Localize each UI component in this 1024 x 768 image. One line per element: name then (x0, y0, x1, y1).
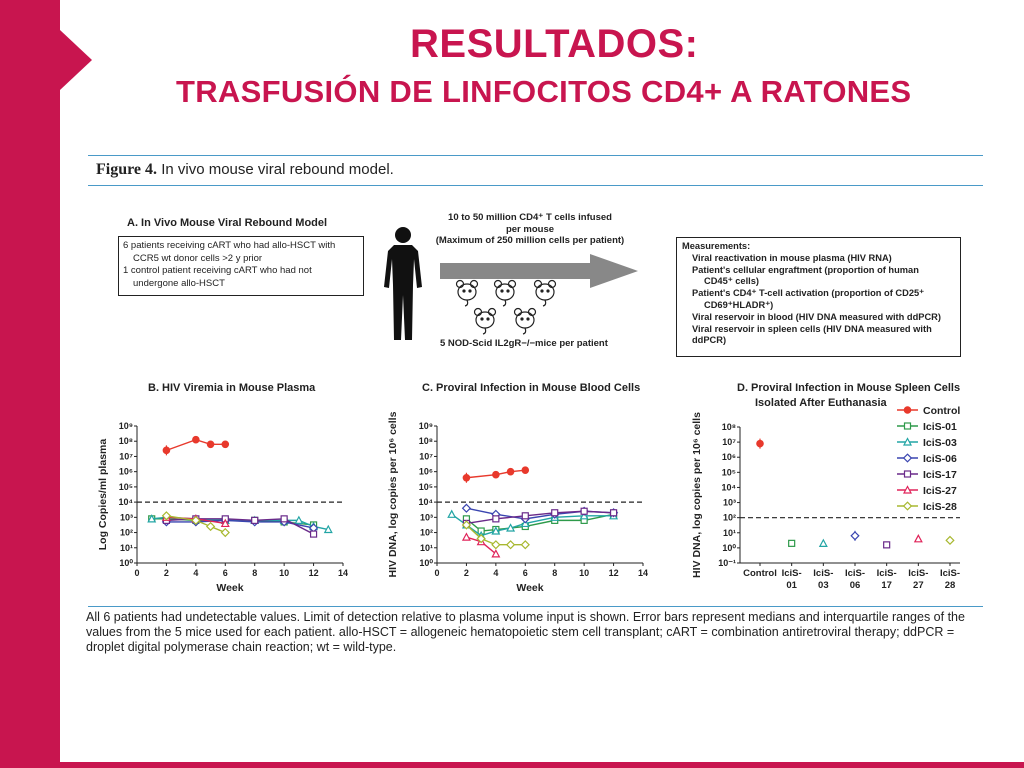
chart-c-point-Control (463, 474, 470, 481)
chart-b-y-tick-label: 10² (119, 527, 133, 538)
chart-c-point-IciS-17 (552, 510, 558, 516)
legend-marker-IciS-28 (904, 502, 912, 510)
chart-c-y-tick-label: 10⁵ (418, 481, 433, 492)
chart-c-point-IciS-17 (493, 516, 499, 522)
chart-d-y-tick-label: 10⁴ (721, 482, 736, 493)
chart-b-point-IciS-28 (221, 529, 229, 537)
chart-b-x-tick-label: 12 (308, 568, 319, 578)
legend-label-IciS-17: IciS-17 (923, 469, 957, 481)
chart-d-y-label: HIV DNA, log copies per 10⁶ cells (691, 412, 703, 578)
chart-d-x-tick-label: IciS- (876, 568, 897, 579)
measurement-1: Viral reactivation in mouse plasma (HIV RNA) (692, 252, 892, 263)
infusion-line-1: 10 to 50 million CD4⁺ T cells infused (448, 212, 612, 223)
legend-marker-IciS-01 (905, 423, 911, 429)
figure-caption: All 6 patients had undetectable values. Limit of detection relative to plasma volume input is shown. Error bars represent medians and interquartile ranges of the values from the 5 mice used for each patient. allo-HSCT = allogeneic hematopoietic stem cell transplant; cART = combination antiretroviral therapy; ddPCR = droplet digital polymerase chain reaction; wt = wild-type. (86, 610, 965, 654)
chart-d-point-IciS-27 (915, 535, 922, 542)
chart-c-x-tick-label: 2 (463, 568, 469, 578)
chart-c-point-IciS-17 (611, 510, 617, 516)
chart-c-point-IciS-27 (463, 534, 470, 541)
chart-c-y-tick-label: 10⁹ (418, 421, 433, 431)
chart-d-y-tick-label: 10³ (722, 497, 736, 508)
chart-d-x-tick-label: IciS- (781, 568, 802, 579)
chart-c-y-tick-label: 10⁷ (419, 451, 433, 462)
chart-c-point-IciS-28 (492, 541, 500, 549)
chart-b-point-IciS-17 (311, 531, 317, 537)
chart-c-point-IciS-17 (522, 513, 528, 519)
figure-title-text: In vivo mouse viral rebound model. (157, 161, 394, 178)
chart-b-x-tick-label: 8 (252, 568, 258, 578)
chart-c-point-Control (507, 468, 514, 475)
chart-d-point-Control (757, 440, 764, 447)
chart-c-point-Control (493, 471, 500, 478)
chart-b-x-label: Week (216, 582, 244, 594)
chart-c-point-Control (522, 467, 529, 474)
patients-line-1: 6 patients receiving cART who had allo-HSCT with (123, 240, 336, 251)
chart-b-y-tick-label: 10⁴ (118, 497, 133, 508)
chart-d-x-tick-label-2: 27 (913, 580, 924, 591)
chart-d-title: D. Proviral Infection in Mouse Spleen Cells (737, 382, 961, 394)
chart-d-y-tick-label: 10⁵ (721, 467, 736, 478)
chart-d-y-tick-label: 10⁶ (721, 452, 736, 463)
chart-b-y-tick-label: 10⁸ (118, 436, 133, 447)
chart-b-x-tick-label: 4 (193, 568, 199, 578)
chart-c-series-line-IciS-06 (466, 508, 613, 519)
chart-b-point-Control (193, 436, 200, 443)
infusion-line-3: (Maximum of 250 million cells per patient) (435, 235, 625, 246)
legend-marker-IciS-17 (905, 471, 911, 477)
chart-d-x-tick-label-2: 06 (849, 580, 861, 591)
measurement-2b: CD45⁺ cells) (704, 276, 760, 287)
panel-a-title: A. In Vivo Mouse Viral Rebound Model (127, 217, 328, 229)
chart-b-x-tick-label: 6 (222, 568, 228, 578)
chart-c-x-tick-label: 0 (434, 568, 440, 578)
chart-c-y-tick-label: 10⁴ (418, 497, 433, 508)
chart-b-y-tick-label: 10⁰ (119, 558, 133, 568)
mice-label: 5 NOD-Scid IL2gR−/−mice per patient (440, 338, 608, 349)
chart-c-y-label: HIV DNA, log copies per 10⁶ cells (387, 411, 399, 578)
chart-b-point-IciS-17 (281, 516, 287, 522)
slide-title: RESULTADOS: (410, 22, 699, 66)
chart-c-y-tick-label: 10⁸ (418, 436, 433, 447)
chart-c-point-IciS-28 (521, 541, 529, 549)
legend-marker-IciS-06 (904, 454, 912, 462)
chart-d-x-tick-label: IciS- (813, 568, 834, 579)
chart-b-y-label: Log Copies/ml plasma (97, 438, 109, 551)
chart-c-x-tick-label: 14 (637, 568, 649, 578)
chart-b-point-IciS-28 (207, 523, 215, 531)
chart-c-y-tick-label: 10¹ (419, 542, 433, 553)
chart-b-x-tick-label: 10 (279, 568, 290, 578)
chart-c-point-IciS-17 (581, 508, 587, 514)
legend-label-IciS-01: IciS-01 (923, 421, 957, 433)
chart-d-x-tick-label: IciS- (939, 568, 961, 579)
chart-d-point-IciS-28 (946, 537, 954, 545)
chart-b-point-IciS-17 (252, 517, 258, 523)
chart-c-x-tick-label: 10 (579, 568, 590, 578)
patients-line-2: CCR5 wt donor cells >2 y prior (133, 252, 263, 264)
chart-c-y-tick-label: 10⁰ (419, 558, 433, 568)
measurement-2a: Patient's cellular engraftment (proportion of human (692, 264, 919, 275)
chart-c-x-label: Week (516, 582, 544, 594)
chart-c-y-tick-label: 10⁶ (418, 466, 433, 477)
chart-b-y-tick-label: 10¹ (119, 542, 133, 553)
chart-b-y-tick-label: 10⁹ (118, 421, 133, 431)
slide-subtitle: TRASFUSIÓN DE LINFOCITOS CD4+ A RATONES (176, 74, 912, 109)
chart-b-point-Control (222, 441, 229, 448)
patients-line-4: undergone allo-HSCT (133, 277, 225, 289)
chart-d-y-tick-label: 10⁰ (722, 542, 736, 553)
chart-b-x-tick-label: 14 (337, 568, 349, 578)
chart-b-y-tick-label: 10⁵ (118, 481, 133, 492)
measurement-3b: CD69⁺HLADR⁺) (704, 299, 774, 310)
measurement-3a: Patient's CD4⁺ T-cell activation (proportion of CD25⁺ (692, 288, 925, 299)
chart-d-x-tick-label: Control (743, 568, 777, 579)
chart-d-point-IciS-03 (820, 540, 827, 547)
figure-label: Figure 4. (96, 161, 158, 178)
chart-d-y-tick-label: 10¹ (722, 527, 736, 538)
chart-d-y-tick-label: 10⁻¹ (718, 558, 736, 568)
legend-label-IciS-28: IciS-28 (923, 501, 957, 513)
chart-d-x-tick-label-2: 03 (818, 580, 829, 591)
chart-b-x-tick-label: 0 (134, 568, 140, 578)
measurements-heading: Measurements: (682, 241, 751, 251)
chart-c-point-IciS-28 (507, 541, 515, 549)
chart-d-x-tick-label: IciS- (844, 568, 866, 579)
patients-line-3: 1 control patient receiving cART who had not (123, 265, 312, 276)
chart-c-title: C. Proviral Infection in Mouse Blood Cells (422, 382, 641, 394)
legend-label-Control: Control (923, 405, 961, 417)
chart-b-y-tick-label: 10⁷ (119, 451, 133, 462)
chart-d-point-IciS-17 (884, 542, 890, 548)
chart-b-series-line-IciS-06 (166, 520, 313, 528)
legend-marker-Control (904, 407, 911, 414)
measurement-4: Viral reservoir in blood (HIV DNA measured with ddPCR) (692, 311, 941, 322)
chart-b-point-Control (163, 447, 170, 454)
chart-d-y-tick-label: 10⁷ (722, 437, 736, 448)
chart-d-point-IciS-06 (851, 532, 859, 540)
chart-d-x-tick-label-2: 17 (881, 580, 892, 591)
legend-label-IciS-06: IciS-06 (923, 453, 957, 465)
chart-b-y-tick-label: 10⁶ (118, 466, 133, 477)
chart-d-x-tick-label-2: 01 (786, 580, 797, 591)
chart-d-y-tick-label: 10⁸ (721, 422, 736, 432)
chart-b-title: B. HIV Viremia in Mouse Plasma (148, 382, 316, 394)
chart-c-point-IciS-03 (448, 511, 455, 518)
measurement-5a: Viral reservoir in spleen cells (HIV DNA measured with (692, 323, 932, 334)
chart-d-y-tick-label: 10² (722, 512, 736, 523)
chart-c-x-tick-label: 8 (552, 568, 558, 578)
legend-label-IciS-03: IciS-03 (923, 437, 957, 449)
chart-b-y-tick-label: 10³ (119, 512, 133, 523)
legend-label-IciS-27: IciS-27 (923, 485, 957, 497)
measurement-5b: ddPCR) (692, 335, 727, 346)
chart-d-point-IciS-01 (789, 540, 795, 546)
chart-b-point-Control (207, 441, 214, 448)
chart-d-subtitle: Isolated After Euthanasia (755, 397, 887, 409)
chart-d-x-tick-label-2: 28 (944, 580, 956, 591)
chart-c-x-tick-label: 4 (493, 568, 499, 578)
chart-c-x-tick-label: 12 (608, 568, 619, 578)
caption-top-rule (88, 606, 983, 607)
chart-c-x-tick-label: 6 (522, 568, 528, 578)
chart-c-y-tick-label: 10³ (419, 512, 433, 523)
chart-b-x-tick-label: 2 (163, 568, 169, 578)
chart-c-y-tick-label: 10² (419, 527, 433, 538)
chart-c-point-IciS-06 (463, 504, 471, 512)
chart-d-x-tick-label: IciS- (908, 568, 929, 579)
infusion-line-2: per mouse (505, 223, 555, 235)
